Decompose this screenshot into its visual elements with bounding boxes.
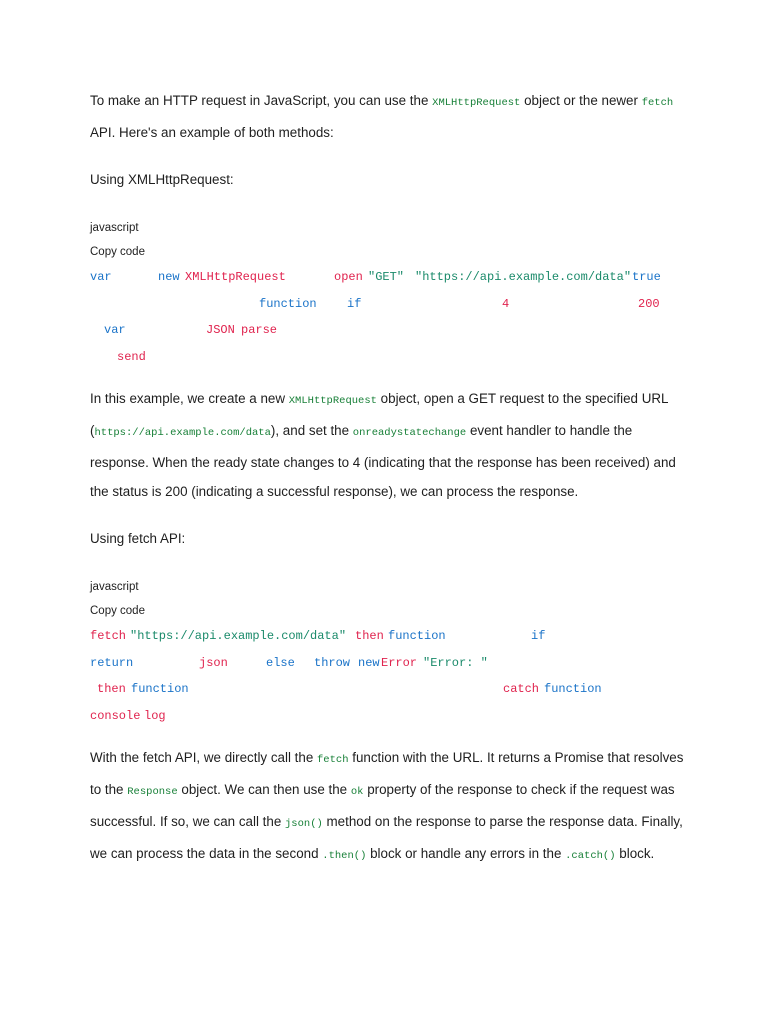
intro-text-3: API. Here's an example of both methods: — [90, 125, 334, 140]
code-token: function — [388, 629, 446, 643]
inline-code-onreadystatechange: onreadystatechange — [352, 427, 467, 439]
explain2-text-9: block or handle any errors in the — [366, 846, 566, 861]
inline-code-xmlhttprequest: XMLHttpRequest — [432, 97, 521, 109]
code-token: send — [117, 349, 146, 364]
document-page — [90, 86, 690, 871]
explain1-paragraph — [90, 384, 690, 506]
code-block-xhr — [90, 216, 690, 370]
code-token: open — [334, 270, 363, 284]
inline-code-fetch: fetch — [317, 754, 349, 766]
code-token: fetch — [90, 629, 127, 643]
code-token: new — [358, 655, 380, 670]
code-line — [90, 291, 690, 318]
explain1-text-1: In this example, we create a new — [90, 391, 289, 406]
code-line — [90, 317, 690, 344]
inline-code-xmlhttprequest: XMLHttpRequest — [288, 395, 377, 407]
code-token: then — [355, 629, 384, 643]
inline-code-then: .then() — [322, 850, 367, 862]
code-token: 4 — [502, 296, 510, 311]
code-token: "https://api.example.com/data" — [130, 629, 347, 643]
code-language-label: javascript — [90, 581, 139, 593]
code-token: function — [544, 682, 602, 696]
code-token: "GET" — [368, 270, 405, 284]
code-token: return — [90, 655, 134, 670]
code-token: Error — [381, 655, 418, 670]
code-token: JSON — [206, 323, 235, 337]
explain2-text-10: block. — [615, 846, 655, 861]
code-line — [90, 623, 690, 650]
code-token: function — [259, 296, 317, 311]
explain2-text-4: object. We can then use the — [177, 782, 351, 797]
code-token: parse — [241, 323, 278, 337]
section2-heading: Using fetch API: — [90, 531, 186, 546]
inline-code-url: https://api.example.com/data — [94, 427, 271, 439]
inline-code-ok: ok — [350, 786, 364, 798]
code-token: json — [199, 655, 228, 670]
intro-text-2: object or the newer — [520, 93, 642, 108]
code-language-label: javascript — [90, 222, 139, 234]
explain1-text-5: event handler to handle the — [466, 423, 633, 438]
code-line — [90, 650, 690, 677]
code-token: XMLHttpRequest — [185, 270, 286, 284]
explain2-text-3: to the — [90, 782, 128, 797]
code-token: var — [90, 270, 112, 284]
code-line — [90, 703, 690, 730]
explain2-text-5: property of the response to check if the request was — [363, 782, 675, 797]
section1-heading: Using XMLHttpRequest: — [90, 172, 234, 187]
inline-code-catch: .catch() — [565, 850, 616, 862]
copy-code-button[interactable]: Copy code — [90, 246, 145, 258]
code-token: log — [144, 708, 166, 723]
explain1-text-6: response. When the ready state changes to 4 (indicating that the response has been received) and — [90, 455, 676, 470]
inline-code-fetch: fetch — [641, 97, 674, 109]
explain2-paragraph — [90, 743, 690, 871]
explain2-text-1: With the fetch API, we directly call the — [90, 750, 317, 765]
code-token: 200 — [638, 296, 660, 311]
code-line — [90, 264, 690, 291]
intro-text-1: To make an HTTP request in JavaScript, you can use the — [90, 93, 433, 108]
code-line — [90, 676, 690, 703]
code-token: "Error: " — [423, 655, 488, 670]
explain1-text-3: ( — [90, 423, 95, 438]
explain1-text-2: object, open a GET request to the specified URL — [376, 391, 669, 406]
inline-code-json: json() — [285, 818, 323, 830]
intro-paragraph — [90, 86, 690, 147]
explain2-text-6: successful. If so, we can call the — [90, 814, 285, 829]
code-line — [90, 344, 690, 371]
code-token: new — [158, 270, 180, 284]
explain1-text-4: ), and set the — [270, 423, 353, 438]
copy-code-button[interactable]: Copy code — [90, 605, 145, 617]
code-token: throw — [314, 655, 351, 670]
code-block-fetch — [90, 575, 690, 729]
code-token: if — [531, 629, 546, 643]
code-token: catch — [503, 682, 540, 696]
code-token: var — [104, 323, 126, 337]
code-token: else — [266, 655, 295, 670]
explain2-text-8: we can process the data in the second — [90, 846, 323, 861]
explain2-text-2: function with the URL. It returns a Promise that resolves — [348, 750, 684, 765]
code-token: function — [131, 682, 189, 696]
inline-code-response: Response — [127, 786, 178, 798]
explain1-text-7: the status is 200 (indicating a successful response), we can process the response. — [90, 484, 579, 499]
explain2-text-7: method on the response to parse the response data. Finally, — [322, 814, 683, 829]
code-token: console — [90, 708, 141, 723]
code-token: true — [632, 270, 661, 284]
code-token: "https://api.example.com/data" — [415, 270, 632, 284]
code-token: if — [347, 296, 362, 311]
code-token: then — [97, 682, 126, 696]
